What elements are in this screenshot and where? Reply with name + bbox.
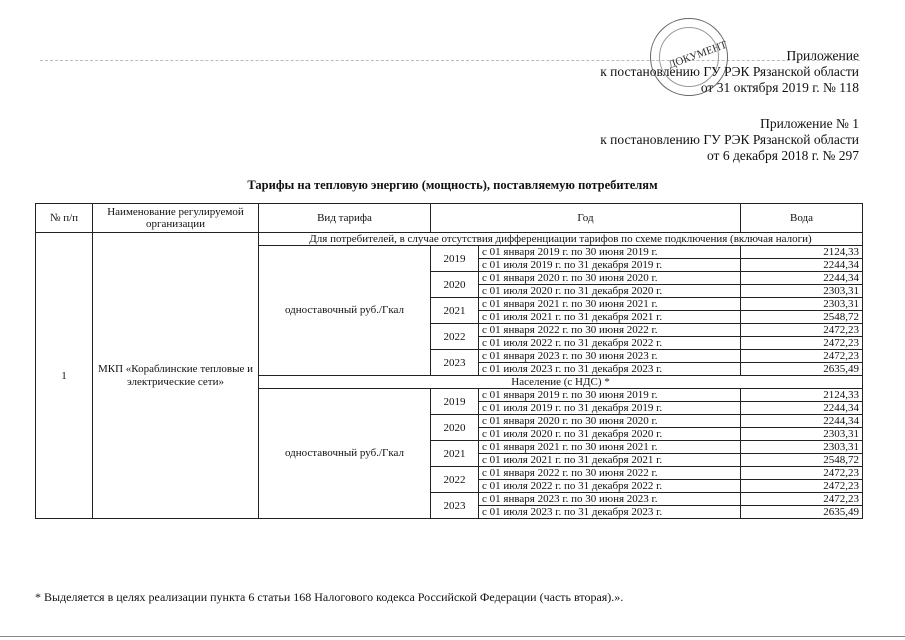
page-bottom-rule: [0, 636, 905, 637]
section-heading: Для потребителей, в случае отсутствия дифференциации тарифов по схеме подключения (включая налоги): [259, 233, 863, 246]
period-cell: с 01 января 2021 г. по 30 июня 2021 г.: [479, 298, 741, 311]
section-heading-row: [36, 233, 863, 246]
period-cell: с 01 января 2021 г. по 30 июня 2021 г.: [479, 441, 741, 454]
document-title: Тарифы на тепловую энергию (мощность), поставляемую потребителям: [247, 178, 658, 192]
stamp-text: ДОКУМЕНТ: [666, 38, 729, 72]
period-cell: с 01 июля 2021 г. по 31 декабря 2021 г.: [479, 454, 741, 467]
period-cell: с 01 июля 2023 г. по 31 декабря 2023 г.: [479, 363, 741, 376]
water-value-cell: 2244,34: [741, 415, 863, 428]
year-cell: 2019: [431, 246, 479, 272]
table-header-row: [36, 204, 863, 233]
footnote: * Выделяется в целях реализации пункта 6 статьи 168 Налогового кодекса Российской Федерации (часть вторая).».: [35, 590, 624, 604]
period-cell: с 01 июля 2019 г. по 31 декабря 2019 г.: [479, 259, 741, 272]
water-value-cell: 2472,23: [741, 324, 863, 337]
period-cell: с 01 января 2020 г. по 30 июня 2020 г.: [479, 415, 741, 428]
year-cell: 2022: [431, 467, 479, 493]
col-header-organization: Наименование регулируемой организации: [93, 204, 259, 233]
col-header-year: Год: [431, 204, 741, 233]
tariff-type-cell: одноставочный руб./Гкал: [259, 246, 431, 376]
year-cell: 2020: [431, 272, 479, 298]
col-header-tariff-type: Вид тарифа: [259, 204, 431, 233]
col-header-number: № п/п: [36, 204, 93, 233]
organization-cell: МКП «Кораблинские тепловые и электрические сети»: [93, 233, 259, 519]
tariff-table: [35, 203, 863, 519]
water-value-cell: 2635,49: [741, 363, 863, 376]
appendix-1-label: Приложение № 1: [760, 116, 859, 131]
water-value-cell: 2548,72: [741, 311, 863, 324]
year-cell: 2021: [431, 298, 479, 324]
year-cell: 2019: [431, 389, 479, 415]
appendix-label: Приложение: [786, 48, 859, 63]
year-cell: 2020: [431, 415, 479, 441]
period-cell: с 01 июля 2021 г. по 31 декабря 2021 г.: [479, 311, 741, 324]
period-cell: с 01 июля 2023 г. по 31 декабря 2023 г.: [479, 506, 741, 519]
period-cell: с 01 июля 2020 г. по 31 декабря 2020 г.: [479, 285, 741, 298]
col-header-water: Вода: [741, 204, 863, 233]
period-cell: с 01 июля 2022 г. по 31 декабря 2022 г.: [479, 337, 741, 350]
period-cell: с 01 января 2022 г. по 30 июня 2022 г.: [479, 324, 741, 337]
water-value-cell: 2124,33: [741, 389, 863, 402]
period-cell: с 01 июля 2019 г. по 31 декабря 2019 г.: [479, 402, 741, 415]
appendix-1-header: [600, 116, 859, 164]
year-cell: 2021: [431, 441, 479, 467]
section-heading: Население (с НДС) *: [259, 376, 863, 389]
water-value-cell: 2472,23: [741, 337, 863, 350]
water-value-cell: 2244,34: [741, 402, 863, 415]
water-value-cell: 2244,34: [741, 259, 863, 272]
appendix-header: [600, 48, 859, 96]
tariff-type-cell: одноставочный руб./Гкал: [259, 389, 431, 519]
period-cell: с 01 января 2023 г. по 30 июня 2023 г.: [479, 350, 741, 363]
water-value-cell: 2244,34: [741, 272, 863, 285]
water-value-cell: 2472,23: [741, 493, 863, 506]
period-cell: с 01 июля 2020 г. по 31 декабря 2020 г.: [479, 428, 741, 441]
year-cell: 2022: [431, 324, 479, 350]
water-value-cell: 2303,31: [741, 298, 863, 311]
period-cell: с 01 января 2019 г. по 30 июня 2019 г.: [479, 246, 741, 259]
water-value-cell: 2303,31: [741, 428, 863, 441]
water-value-cell: 2303,31: [741, 441, 863, 454]
water-value-cell: 2635,49: [741, 506, 863, 519]
appendix-date: от 31 октября 2019 г. № 118: [700, 80, 859, 95]
water-value-cell: 2303,31: [741, 285, 863, 298]
appendix-resolution: к постановлению ГУ РЭК Рязанской области: [600, 64, 859, 79]
appendix-1-resolution: к постановлению ГУ РЭК Рязанской области: [600, 132, 859, 147]
year-cell: 2023: [431, 493, 479, 519]
water-value-cell: 2124,33: [741, 246, 863, 259]
appendix-1-date: от 6 декабря 2018 г. № 297: [706, 148, 859, 163]
period-cell: с 01 января 2023 г. по 30 июня 2023 г.: [479, 493, 741, 506]
water-value-cell: 2548,72: [741, 454, 863, 467]
period-cell: с 01 января 2022 г. по 30 июня 2022 г.: [479, 467, 741, 480]
water-value-cell: 2472,23: [741, 480, 863, 493]
period-cell: с 01 июля 2022 г. по 31 декабря 2022 г.: [479, 480, 741, 493]
row-number-cell: 1: [36, 233, 93, 519]
period-cell: с 01 января 2020 г. по 30 июня 2020 г.: [479, 272, 741, 285]
water-value-cell: 2472,23: [741, 350, 863, 363]
period-cell: с 01 января 2019 г. по 30 июня 2019 г.: [479, 389, 741, 402]
water-value-cell: 2472,23: [741, 467, 863, 480]
year-cell: 2023: [431, 350, 479, 376]
